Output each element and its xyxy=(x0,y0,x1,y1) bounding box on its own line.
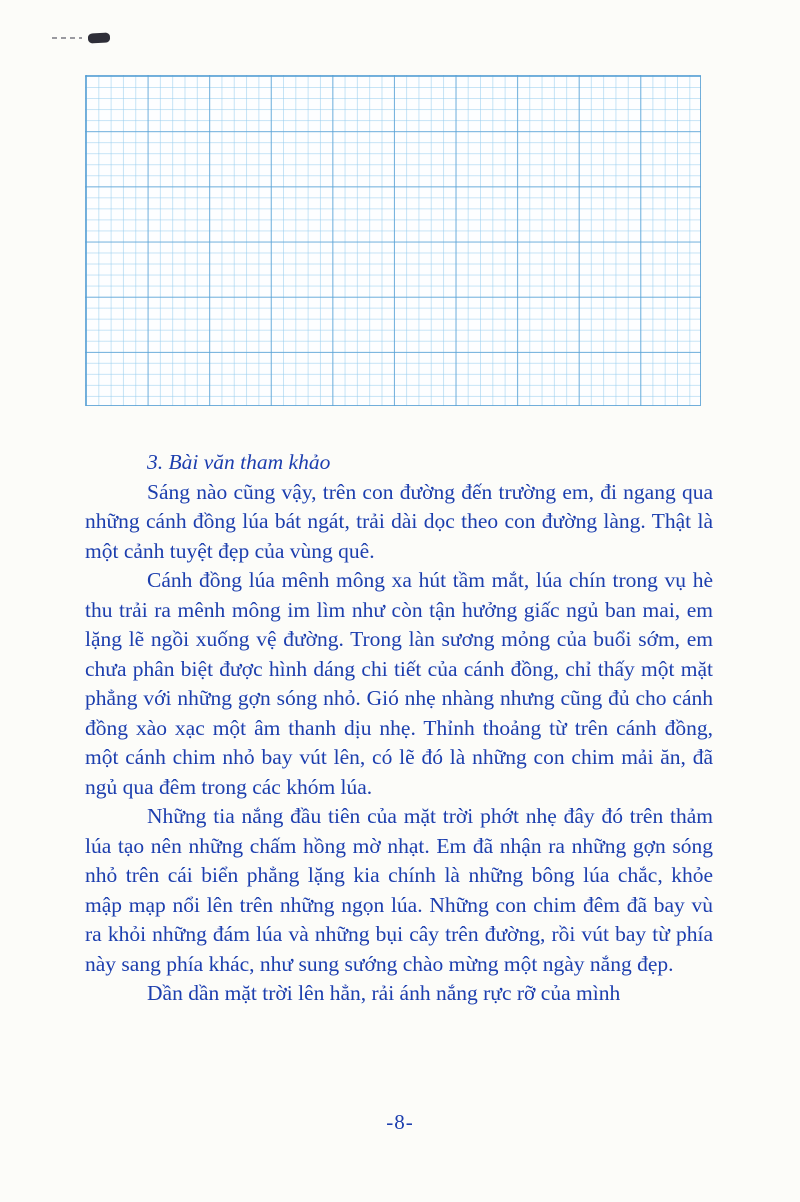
section-heading: 3. Bài văn tham khảo xyxy=(147,450,331,474)
scan-artifact-dashes xyxy=(52,37,82,39)
paragraph-1: Sáng nào cũng vậy, trên con đường đến trường em, đi ngang qua những cánh đồng lúa bát ngát, trải dài dọc theo con đường làng. Thật là một cảnh tuyệt đẹp của vùng quê. xyxy=(85,479,713,563)
scan-artifact-blob xyxy=(88,32,110,43)
page-number: -8- xyxy=(386,1110,414,1134)
writing-grid xyxy=(85,75,701,406)
paragraph-2: Cánh đồng lúa mênh mông xa hút tầm mắt, lúa chín trong vụ hè thu trải ra mênh mông im lìm như còn tận hưởng giấc ngủ ban mai, em lặng lẽ ngồi xuống vệ đường. Trong làn sương mỏng của buổi sớm, em chưa phân biệt được hình dáng chi tiết của cánh đồng, chỉ thấy một mặt phẳng với những gợn sóng nhỏ. Gió nhẹ nhàng nhưng cũng đủ cho cánh đồng xào xạc một âm thanh dịu nhẹ. Thỉnh thoảng từ trên cánh đồng, một cánh chim nhỏ bay vút lên, có lẽ đó là những con chim mải ăn, đã ngủ qua đêm trong các khóm lúa. xyxy=(85,568,713,799)
paragraph-4: Dần dần mặt trời lên hẳn, rải ánh nắng rực rỡ của mình xyxy=(147,981,621,1005)
document-text xyxy=(85,448,713,1009)
scan-artifact xyxy=(52,30,112,46)
paragraph-3: Những tia nắng đầu tiên của mặt trời phớt nhẹ đây đó trên thảm lúa tạo nên những chấm hồng mờ nhạt. Em đã nhận ra những gợn sóng nhỏ trên cái biển phẳng lặng kia chính là những bông lúa chắc, khỏe mập mạp nổi lên trên những ngọn lúa. Những con chim đêm đã bay vù ra khỏi những đám lúa và những bụi cây trên đường, rồi vút bay từ phía này sang phía khác, như sung sướng chào mừng một ngày nắng đẹp. xyxy=(85,804,713,976)
